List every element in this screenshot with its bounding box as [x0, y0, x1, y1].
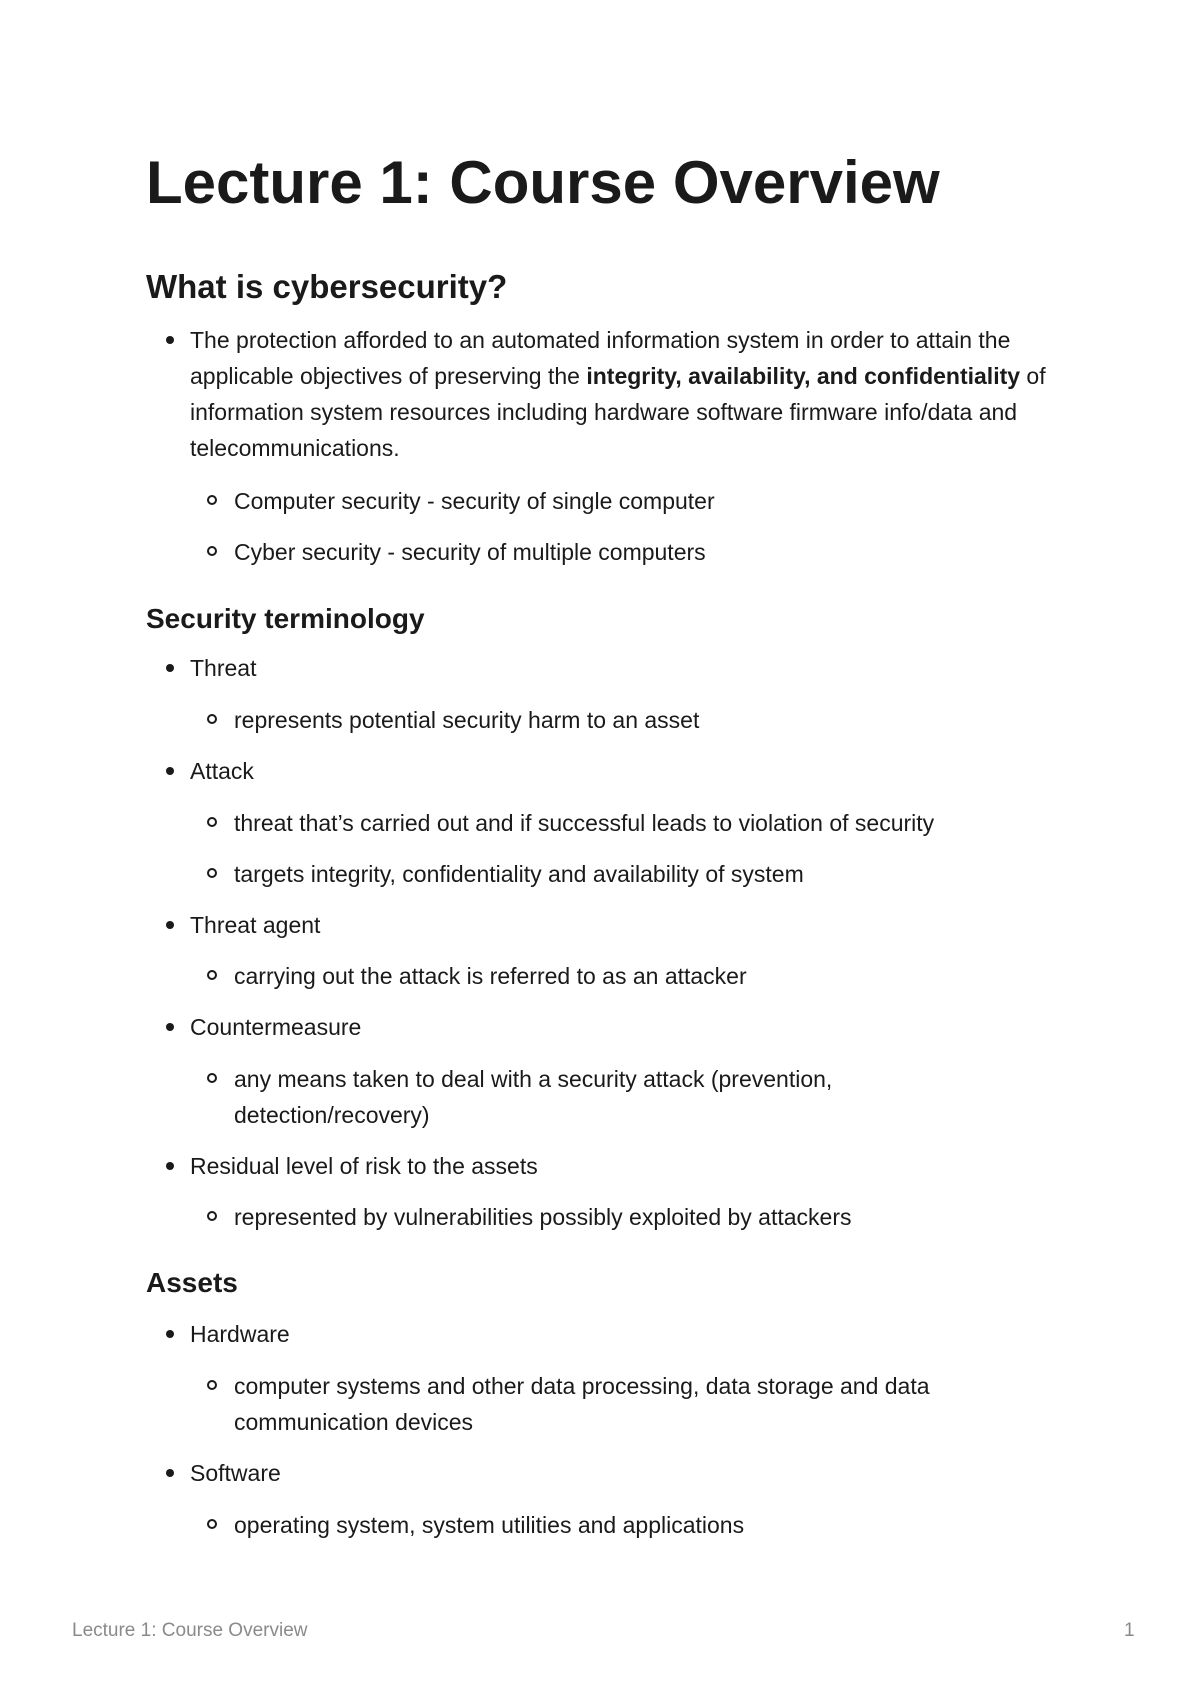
list-item-software — [190, 1455, 1080, 1491]
circle-bullet-icon — [207, 817, 217, 827]
definition-text-end: of information system resources including hardware software firmware info/data and telecommunications. — [190, 363, 1046, 461]
list-item-text: Residual level of risk to the assets — [190, 1153, 538, 1179]
sub-item-text: operating system, system utilities and applications — [234, 1512, 745, 1538]
circle-bullet-icon — [207, 970, 217, 980]
sub-item-text: represented by vulnerabilities possibly exploited by attackers — [234, 1204, 852, 1230]
sub-item-text: represents potential security harm to an asset — [234, 707, 700, 733]
bullet-icon — [166, 664, 174, 672]
sub-item-attack-1 — [234, 805, 1034, 841]
sub-item-software-1 — [234, 1507, 1034, 1543]
bullet-icon — [166, 1330, 174, 1338]
sub-item-text: Cyber security - security of multiple computers — [234, 539, 706, 565]
list-item-countermeasure — [190, 1009, 1080, 1045]
list-item-residual-risk — [190, 1148, 1080, 1184]
bullet-icon — [166, 1162, 174, 1170]
list-item-text: Threat — [190, 655, 257, 681]
sub-item-text: threat that’s carried out and if successful leads to violation of security — [234, 810, 935, 836]
list-item-threat — [190, 650, 1080, 686]
heading-what-is-cybersecurity: What is cybersecurity? — [146, 268, 508, 305]
sub-item-text: Computer security - security of single computer — [234, 488, 715, 514]
sub-item-cyber-security — [234, 534, 1034, 570]
bullet-icon — [166, 1023, 174, 1031]
sub-item-hardware-1 — [234, 1368, 994, 1440]
list-item-text: Hardware — [190, 1321, 290, 1347]
bullet-icon — [166, 1469, 174, 1477]
sub-item-residual-1 — [234, 1199, 1034, 1235]
circle-bullet-icon — [207, 1073, 217, 1083]
sub-item-text: carrying out the attack is referred to as an attacker — [234, 963, 747, 989]
circle-bullet-icon — [207, 495, 217, 505]
bullet-icon — [166, 921, 174, 929]
heading-assets: Assets — [146, 1267, 238, 1298]
list-item-text: Software — [190, 1460, 281, 1486]
sub-item-text: targets integrity, confidentiality and availability of system — [234, 861, 804, 887]
list-item-attack — [190, 753, 1080, 789]
circle-bullet-icon — [207, 1211, 217, 1221]
circle-bullet-icon — [207, 868, 217, 878]
circle-bullet-icon — [207, 714, 217, 724]
bullet-icon — [166, 336, 174, 344]
list-item-hardware — [190, 1316, 1080, 1352]
sub-item-attack-2 — [234, 856, 1034, 892]
bullet-icon — [166, 767, 174, 775]
page-title: Lecture 1: Course Overview — [146, 149, 940, 216]
footer-title: Lecture 1: Course Overview — [72, 1620, 308, 1641]
definition-text-bold: integrity, availability, and confidentiality — [586, 363, 1021, 389]
circle-bullet-icon — [207, 1380, 217, 1390]
sub-item-text: any means taken to deal with a security attack (prevention, detection/recovery) — [234, 1066, 833, 1128]
sub-item-computer-security — [234, 483, 1034, 519]
circle-bullet-icon — [207, 1519, 217, 1529]
heading-security-terminology: Security terminology — [146, 603, 425, 634]
list-item-text: Threat agent — [190, 912, 321, 938]
sub-item-text: computer systems and other data processing, data storage and data communication devices — [234, 1373, 930, 1435]
list-item-threat-agent — [190, 907, 1080, 943]
sub-item-threat-1 — [234, 702, 1034, 738]
list-item-definition — [190, 322, 1080, 466]
sub-item-countermeasure-1 — [234, 1061, 874, 1133]
definition-text-start: The protection afforded to an automated information system in order to attain the applicable objectives of preserving the — [190, 327, 1011, 389]
list-item-text: Countermeasure — [190, 1014, 362, 1040]
list-item-text: Attack — [190, 758, 254, 784]
sub-item-agent-1 — [234, 958, 1034, 994]
page-number: 1 — [1124, 1620, 1135, 1641]
circle-bullet-icon — [207, 546, 217, 556]
